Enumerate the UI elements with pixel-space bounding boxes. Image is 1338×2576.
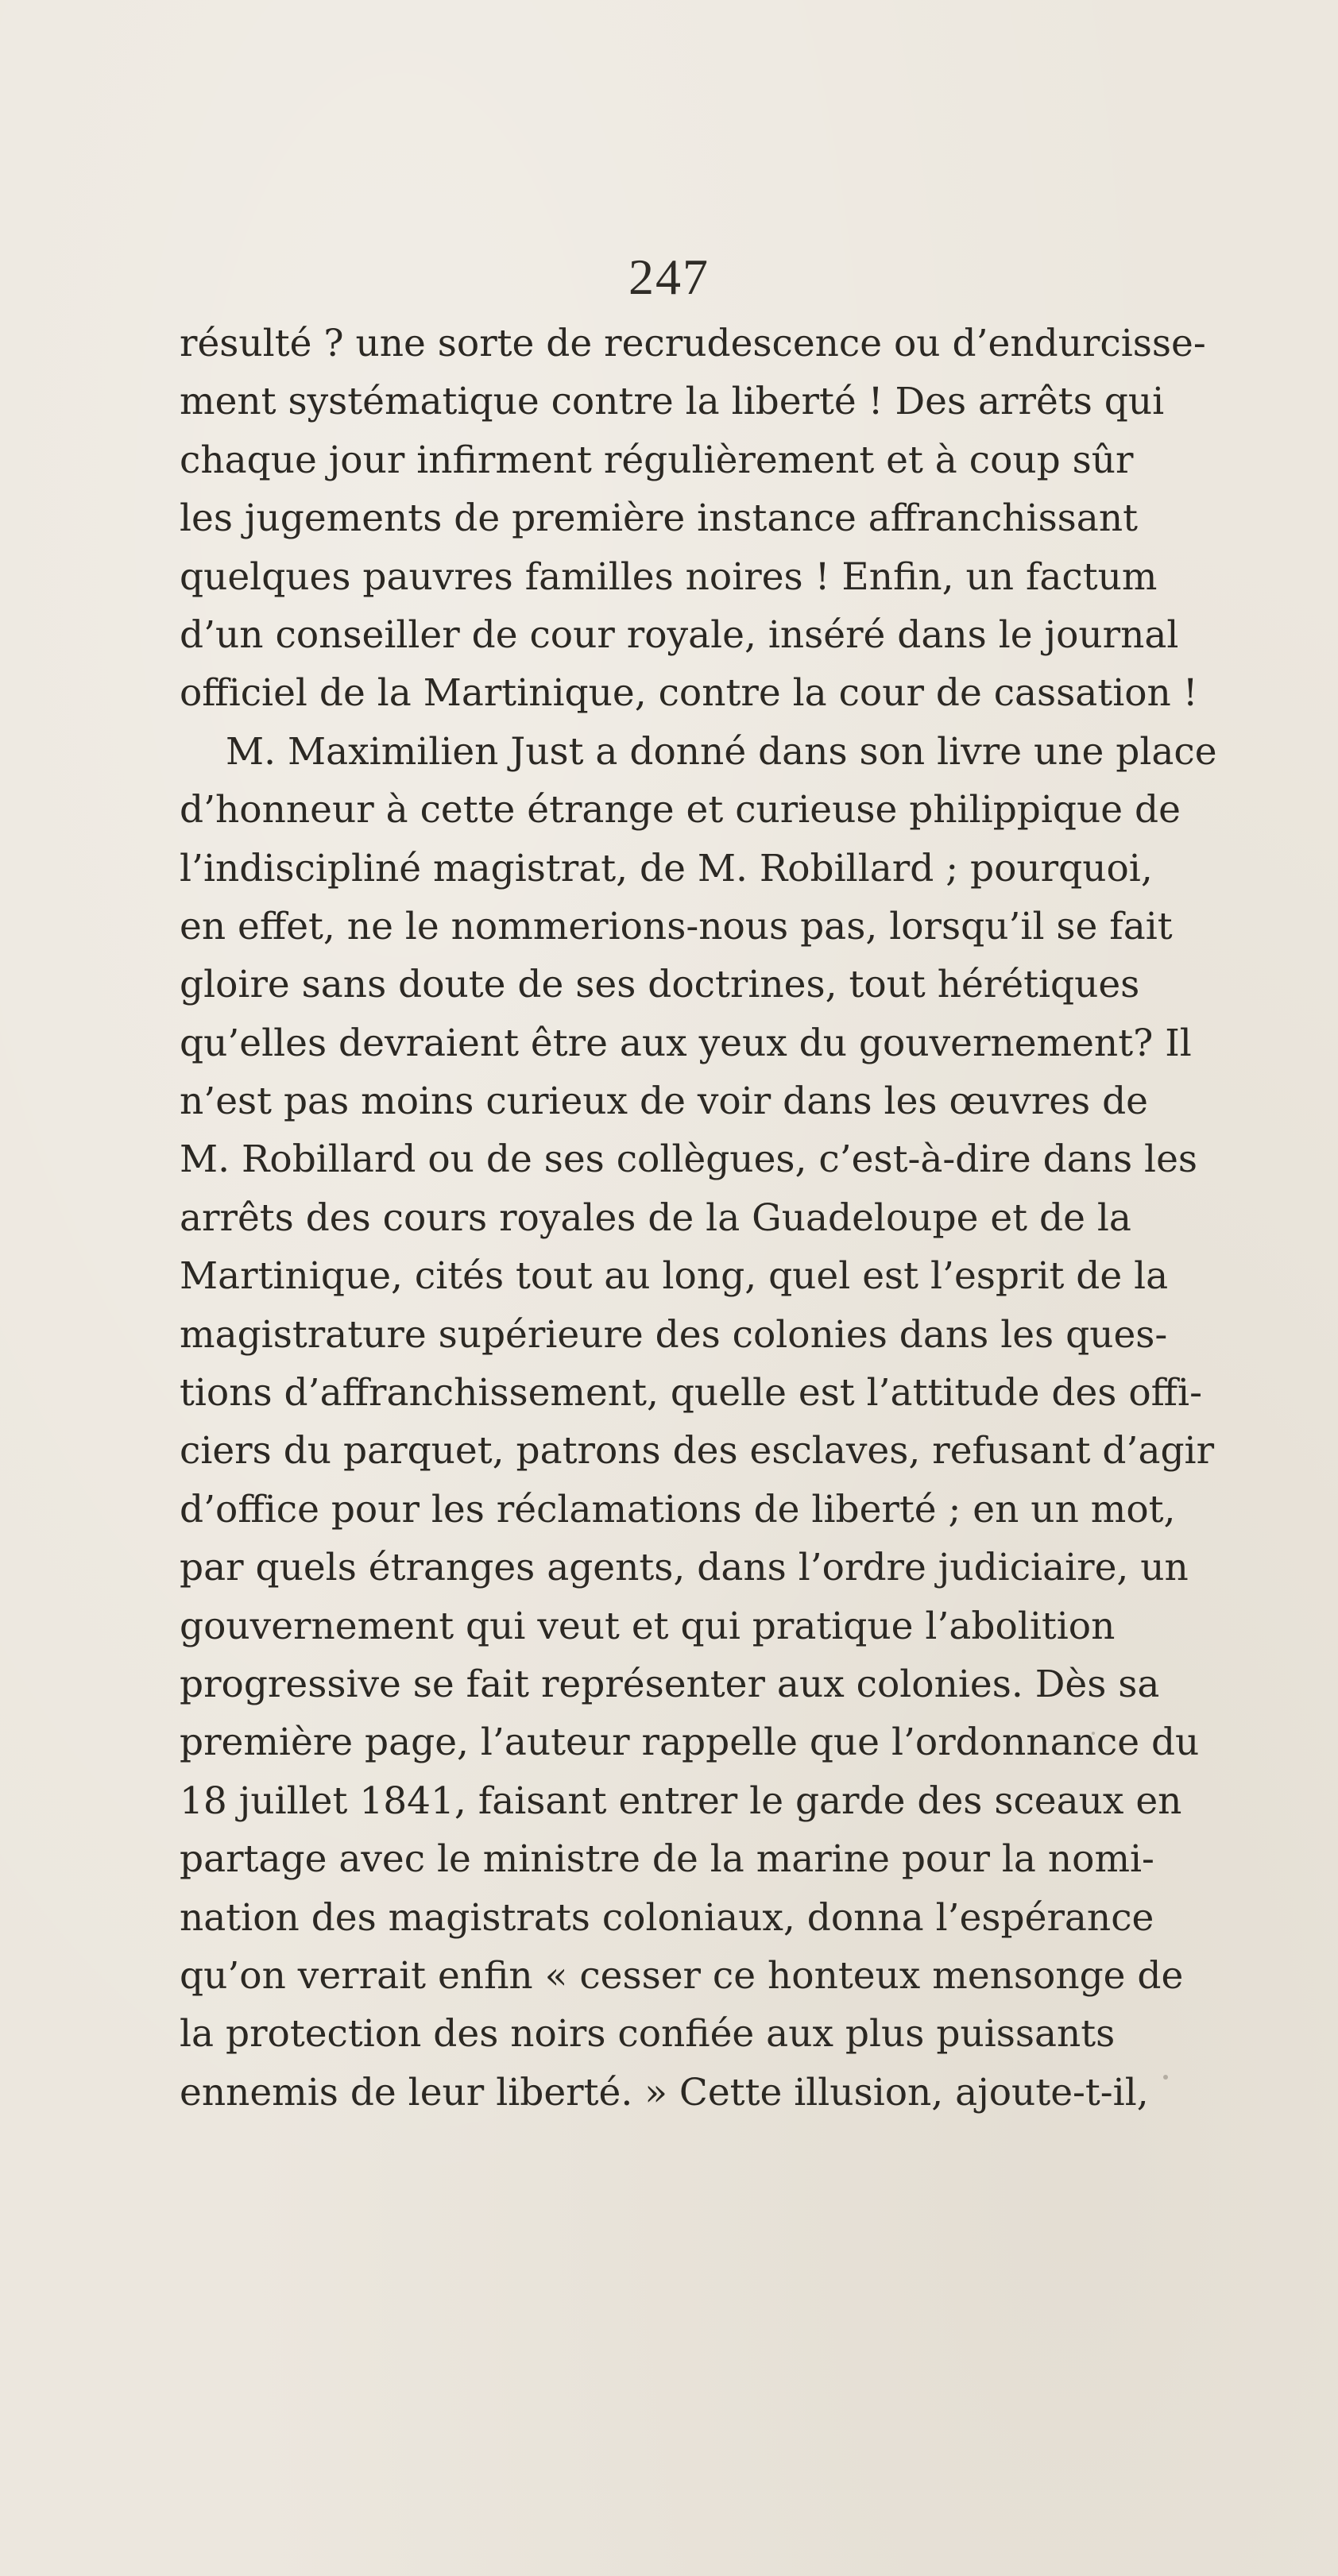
text-line: officiel de la Martinique, contre la cour de cassation ! (180, 671, 1198, 716)
text-line: progressive se fait représenter aux colonies. Dès sa (180, 1662, 1160, 1706)
text-line: M. Robillard ou de ses collègues, c’est-à-dire dans les (180, 1137, 1198, 1182)
paper-speck (1163, 2075, 1168, 2080)
text-line: chaque jour infirment régulièrement et à coup sûr (180, 438, 1134, 482)
text-line: l’indiscipliné magistrat, de M. Robillard ; pourquoi, (180, 846, 1153, 890)
text-line: quelques pauvres familles noires ! Enfin, un factum (180, 554, 1158, 599)
paper-speck (1092, 1732, 1095, 1735)
text-line: magistrature supérieure des colonies dans les ques- (180, 1312, 1168, 1357)
text-line: première page, l’auteur rappelle que l’ordonnance du (180, 1721, 1200, 1765)
text-line: d’office pour les réclamations de liberté ; en un mot, (180, 1487, 1176, 1531)
text-line: tions d’affranchissement, quelle est l’attitude des offi- (180, 1371, 1202, 1415)
text-line: 18 juillet 1841, faisant entrer le garde des sceaux en (180, 1778, 1182, 1823)
text-line: résulté ? une sorte de recrudescence ou d’endurcisse- (180, 322, 1206, 365)
text-line: les jugements de première instance affranchissant (180, 496, 1138, 541)
text-line: arrêts des cours royales de la Guadeloupe et de la (180, 1195, 1131, 1240)
text-line: gouvernement qui veut et qui pratique l’abolition (180, 1604, 1116, 1648)
text-line: d’honneur à cette étrange et curieuse philippique de (180, 788, 1181, 832)
text-line: nation des magistrats coloniaux, donna l’espérance (180, 1895, 1154, 1940)
text-line: n’est pas moins curieux de voir dans les œuvres de (180, 1079, 1148, 1124)
text-line: ciers du parquet, patrons des esclaves, refusant d’agir (180, 1429, 1215, 1473)
paragraph-first-line: M. Maximilien Just a donné dans son livre une place (226, 729, 1217, 774)
text-line: gloire sans doute de ses doctrines, tout hérétiques (180, 963, 1140, 1007)
text-line: ennemis de leur liberté. » Cette illusion, ajoute-t-il, (180, 2070, 1149, 2114)
text-line: Martinique, cités tout au long, quel est l’esprit de la (180, 1254, 1169, 1299)
text-line: qu’elles devraient être aux yeux du gouvernement? Il (180, 1021, 1192, 1065)
text-line: par quels étranges agents, dans l’ordre judiciaire, un (180, 1546, 1189, 1590)
text-line: la protection des noirs confiée aux plus puissants (180, 2012, 1116, 2057)
text-line: ment systématique contre la liberté ! Des arrêts qui (180, 380, 1165, 424)
text-line: en effet, ne le nommerions-nous pas, lorsqu’il se fait (180, 904, 1173, 948)
page-number: 247 (628, 249, 710, 305)
text-line: qu’on verrait enfin « cesser ce honteux mensonge de (180, 1953, 1184, 1998)
text-line: partage avec le ministre de la marine pour la nomi- (180, 1837, 1154, 1882)
body-text (180, 315, 1217, 2122)
text-line: d’un conseiller de cour royale, inséré dans le journal (180, 612, 1179, 657)
